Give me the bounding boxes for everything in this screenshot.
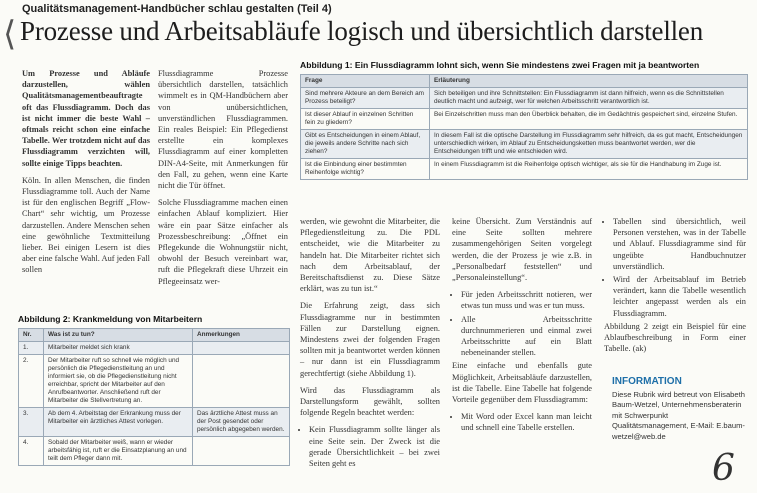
column-1	[22, 68, 150, 282]
decorative-bracket: ⟨	[3, 14, 17, 54]
column-5	[604, 216, 746, 360]
bullet-list	[452, 289, 592, 358]
table-cell: Ist die Einbindung einer bestimmten Reihenfolge wichtig?	[301, 159, 430, 180]
table-row	[301, 109, 748, 130]
bullet-list	[604, 216, 746, 319]
body-paragraph: Wird das Flussdiagramm als Darstellungsform gewählt, sollten folgende Regeln beachtet werden:	[300, 385, 440, 418]
table-header-cell: Was ist zu tun?	[44, 329, 193, 342]
table-cell: Sind mehrere Akteure an dem Bereich am Prozess beteiligt?	[301, 88, 430, 109]
column-2	[158, 68, 288, 293]
table-cell: Das ärztliche Attest muss an der Post gesendet oder persönlich abgegeben werden.	[193, 408, 290, 437]
info-heading: INFORMATION	[612, 376, 682, 387]
body-paragraph: Eine einfache und ebenfalls gute Möglichkeit, Arbeitsabläufe darzustellen, ist die Tabelle. Eine Tabelle hat folgende Vorteile gegenüber dem Flussdiagramm:	[452, 361, 592, 405]
table-cell: Der Mitarbeiter ruft so schnell wie möglich und persönlich die Pflegedienstleitung an und informiert sie, ob die Pflegedienstleitung nicht erreichbar, spricht der Mitarbeiter auf den Anrufbeantworter. Anschließend ruft der Mitarbeiter die Stellvertretung an.	[44, 355, 193, 408]
list-item: • Mit Word oder Excel kann man leicht und schnell eine Tabelle erstellen.	[461, 411, 592, 433]
body-paragraph: Köln. In allen Menschen, die finden Flussdiagramme toll. Auch der Name ist für den englischen Begriff „Flow-Chart“ sehr wichtig, um Prozesse darzustellen. Andere Menschen sehen eine gewöhnliche Textmitteilung lieber. Bei einigen Lesern ist dies aber eine falsche Wahl. Auf jeden Fall sollen	[22, 175, 150, 275]
page-number: 6	[712, 448, 735, 489]
table-cell: 2.	[19, 355, 44, 408]
list-item: • Alle Arbeitsschritte durchnummerieren und einmal zwei Arbeitsschritte auf ein Blatt nebeneinander stellen.	[461, 314, 592, 359]
list-item: • Wird der Arbeitsablauf im Betrieb verändert, kann die Tabelle wesentlich leichter angepasst werden als ein Flussdiagramm.	[613, 274, 746, 319]
table-cell: 1.	[19, 342, 44, 355]
list-item: • Tabellen sind übersichtlich, weil Personen verstehen, was in der Tabelle und Ablauf. Flussdiagramme sind für ungeübte Handbuchnutzer unverständlich.	[613, 216, 746, 272]
table-row	[19, 342, 290, 355]
table-cell: Sich beteiligen und ihre Schnittstellen: Ein Flussdiagramm ist dann hilfreich, wenn es die Schnittstellen deutlich macht und aufzeigt, wer für welchen Arbeitsschritt verantwortlich ist.	[430, 88, 748, 109]
table-header-cell: Nr.	[19, 329, 44, 342]
figure-2-title: Abbildung 2: Krankmeldung von Mitarbeitern	[18, 314, 203, 324]
table-cell: 4.	[19, 437, 44, 466]
article-title: Prozesse und Arbeitsabläufe logisch und übersichtlich darstellen	[20, 16, 704, 46]
table-row	[19, 437, 290, 466]
table-header-cell: Frage	[301, 75, 430, 88]
table-cell: Ist dieser Ablauf in einzelnen Schritten fein zu gliedern?	[301, 109, 430, 130]
figure-1	[300, 60, 748, 180]
lead-paragraph: Um Prozesse und Abläufe darzustellen, wählen Qualitätsmanagementbeauftragte oft das Flussdiagramm. Doch das ist nicht immer die beste Wahl – oftmals reicht schon eine einfache Tabelle. Wer trotzdem nicht auf das Flussdiagramm verzichten will, sollte einige Tipps beachten.	[22, 69, 150, 168]
figure-1-title: Abbildung 1: Ein Flussdiagramm lohnt sich, wenn Sie mindestens zwei Fragen mit ja beantworten	[300, 60, 700, 70]
info-box	[612, 376, 746, 442]
body-paragraph: werden, wie gewohnt die Mitarbeiter, die Pflegedienstleitung zu. Die PDL entscheidet, wie die Mitarbeiter zu handeln hat. Die Mitarbeiter richtet sich nach dem Arbeitsablauf, der Bereitschaftsdienst zu. Diese Sätze erklärt, was zu tun ist.“	[300, 217, 440, 294]
list-item: • Für jeden Arbeitsschritt notieren, wer etwas tun muss und was er tun muss.	[461, 289, 592, 311]
table-cell: Gibt es Entscheidungen in einem Ablauf, die jeweils andere Schritte nach sich ziehen?	[301, 130, 430, 159]
table-header-cell: Erläuterung	[430, 75, 748, 88]
body-paragraph: keine Übersicht. Zum Verständnis auf eine Seite sollten mehrere zusammengehörigen Seiten vorgelegt werden, die der Prozess je wie z.B. in „Personalbedarf feststellen“ und „Personaleinstellung“.	[452, 217, 592, 283]
column-4	[452, 216, 592, 436]
figure-2	[18, 314, 290, 466]
table-cell: In einem Flussdiagramm ist die Reihenfolge optisch wichtiger, als sie für die Handhabung im Zuge ist.	[430, 159, 748, 180]
table-cell: Ab dem 4. Arbeitstag der Erkrankung muss der Mitarbeiter ein ärztliches Attest vorlegen.	[44, 408, 193, 437]
table-cell	[193, 355, 290, 408]
table-cell: Mitarbeiter meldet sich krank	[44, 342, 193, 355]
table-cell: In diesem Fall ist die optische Darstellung im Flussdiagramm sehr hilfreich, da es gut macht, Entscheidungen unterschiedlich wirken, im Ablauf zu Entscheidungsketten muss beantwortet werden, wer die Entscheidungen trifft und wie entschieden wird.	[430, 130, 748, 159]
body-paragraph: Die Erfahrung zeigt, dass sich Flussdiagramme nur in bestimmten Fällen zur Darstellung eignen. Mindestens zwei der folgenden Fragen sollten mit ja beantwortet werden können – nur dann ist ein Flussdiagramm gerechtfertigt (siehe Abbildung 1).	[300, 301, 440, 378]
table-row	[19, 355, 290, 408]
table-row	[301, 159, 748, 180]
table-header-row	[301, 75, 748, 88]
table-row	[301, 130, 748, 159]
table-cell: 3.	[19, 408, 44, 437]
table-row	[19, 408, 290, 437]
table-cell: Sobald der Mitarbeiter weiß, wann er wieder arbeitsfähig ist, ruft er die Einsatzplanung an und teilt dem Pfleger dann mit.	[44, 437, 193, 466]
series-heading: Qualitätsmanagement-Handbücher schlau gestalten (Teil 4)	[22, 3, 332, 15]
table-header-row	[19, 329, 290, 342]
figure-2-table	[18, 328, 290, 466]
info-text: Diese Rubrik wird betreut von Elisabeth Baum-Wetzel, Unternehmensberaterin mit Schwerpunkt Qualitätsmanagement, E-Mail: E.baum-wetzel@web.de	[612, 390, 745, 441]
table-cell	[193, 437, 290, 466]
author-tag: (ak)	[632, 344, 647, 354]
body-paragraph	[604, 321, 746, 355]
table-row	[301, 88, 748, 109]
table-header-cell: Anmerkungen	[193, 329, 290, 342]
figure-1-table	[300, 74, 748, 180]
table-cell	[193, 342, 290, 355]
bullet-list	[452, 411, 592, 433]
list-item: • Kein Flussdiagramm sollte länger als eine Seite sein. Der Zweck ist die gerade Übersichtlichkeit – bei zwei Seiten geht es	[309, 424, 440, 469]
body-paragraph: Solche Flussdiagramme machen einen einfachen Ablauf kompliziert. Hier wäre ein paar Sätze einfacher als Prozessbeschreibung: „Öffnet ein Pflegekunde die Wohnungstür nicht, obwohl der Besuch vereinbart war, ruft die Pflegekraft diese Uhrzeit ein Pflegeeinsatz wer-	[158, 198, 288, 286]
table-cell: Bei Einzelschritten muss man den Überblick behalten, die im Gedächtnis gespeichert sind, einzelne Stufen.	[430, 109, 748, 130]
column-3	[300, 216, 440, 471]
body-text: Abbildung 2 zeigt ein Beispiel für eine Ablaufbeschreibung in Form einer Tabelle.	[604, 321, 746, 354]
bullet-list	[300, 424, 440, 469]
body-paragraph: Flussdiagramme Prozesse übersichtlich darstellen, tatsächlich wimmelt es in QM-Handbüchern aber von unübersichtlichen, unverständlichen Flussdiagrammen. Ein reales Beispiel: Ein Pflegedienst erstellte ein komplexes Flussdiagramm auf einer kompletten DIN-A4-Seite, mit Anmerkungen für den Fall, zu gehen, wenn eine Karte nicht die Tür öffnet.	[158, 69, 288, 191]
